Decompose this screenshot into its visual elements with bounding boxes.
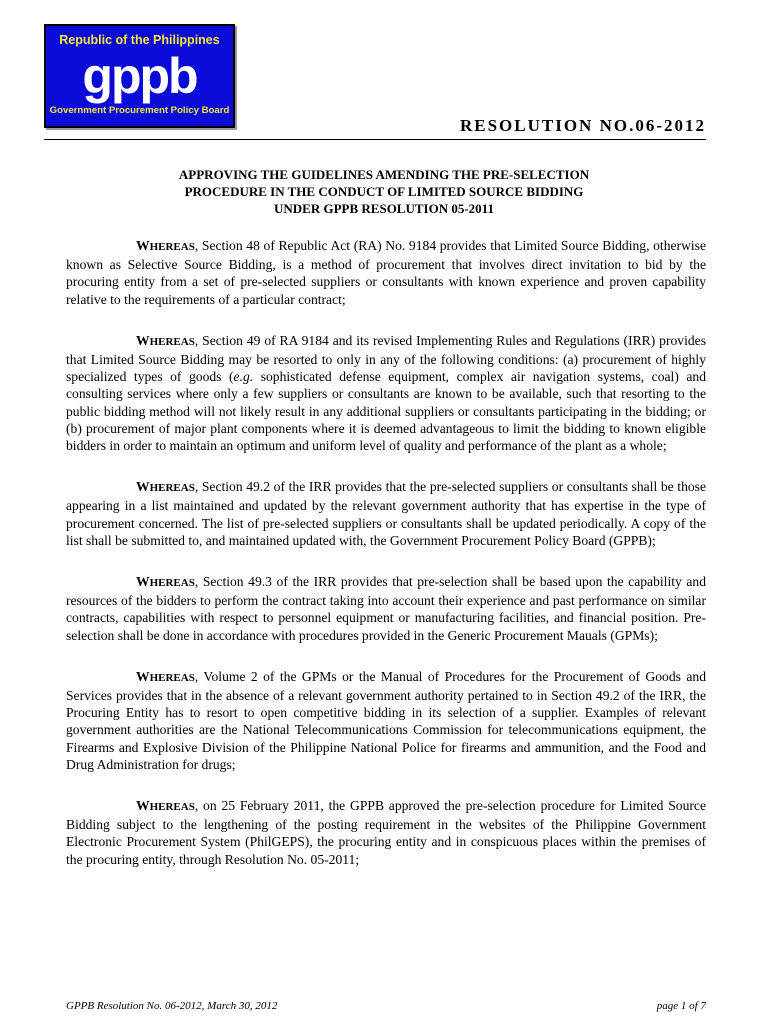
whereas-paragraph-2: WHEREAS, Section 49 of RA 9184 and its revised Implementing Rules and Regulations (IRR) provides that Limited Source Bidding may be resorted to only in any of the following conditions: (a) procurement of highly specialized types of goods (e.g. sophisticated defense equipment, complex air navigation systems, coal) and consulting services where only a few suppliers or consultants are known to be available, such that resorting to the public bidding method will not likely result in any additional suppliers or consultants participating in the bidding; or (b) procurement of major plant components where it is deemed advantageous to limit the bidding to known eligible bidders in order to maintain an optimum and uniform level of quality and performance of the plant as a whole; (66, 332, 707, 454)
document-title (60, 166, 708, 217)
title-line-3: UNDER GPPB RESOLUTION 05-2011 (274, 201, 494, 216)
logo-mark: gppb (82, 48, 197, 104)
title-line-2: PROCEDURE IN THE CONDUCT OF LIMITED SOURCE BIDDING (184, 184, 584, 199)
footer-citation: GPPB Resolution No. 06-2012, March 30, 2012 (66, 1000, 278, 1012)
page-footer (66, 1000, 706, 1012)
whereas-lead: WHEREAS (136, 332, 195, 348)
whereas-paragraph-1: WHEREAS, Section 48 of Republic Act (RA) No. 9184 provides that Limited Source Bidding, otherwise known as Selective Source Bidding, is a method of procurement that involves direct invitation to bid by the procuring entity from a set of pre-selected suppliers or consultants with known experience and proven capability relative to the requirements of a particular contract; (66, 238, 706, 307)
header-rule (44, 139, 706, 140)
document-body (66, 237, 706, 892)
whereas-lead: WHEREAS (136, 479, 195, 495)
page-number: page 1 of 7 (656, 1000, 706, 1012)
whereas-lead: WHEREAS (136, 238, 195, 253)
whereas-lead: WHEREAS (136, 574, 195, 590)
eg-abbrev: e.g. (233, 369, 254, 385)
whereas-paragraph-4: WHEREAS, Section 49.3 of the IRR provides that pre-selection shall be based upon the capability and resources of the bidders to perform the contract taking into account their experience and past performance on similar contracts, capabilities with respect to personnel equipment or manufacturing facilities, and financial position. Pre-selection shall be done in accordance with procedures provided in the Generic Procurement Mauals (GPMs); (66, 574, 706, 643)
whereas-paragraph-3: WHEREAS, Section 49.2 of the IRR provides that the pre-selected suppliers or consultants shall be those appearing in a list maintained and updated by the relevant government authority that has expertise in the type of procurement concerned. The list of pre-selected suppliers or consultants shall be updated periodically. A copy of the list shall be submitted to, and maintained updated with, the Government Procurement Policy Board (GPPB); (66, 479, 706, 548)
gppb-logo (44, 24, 235, 128)
title-line-1: APPROVING THE GUIDELINES AMENDING THE PRE-SELECTION (178, 167, 590, 182)
logo-top-text: Republic of the Philippines (59, 33, 220, 47)
whereas-lead: WHEREAS (136, 668, 195, 684)
resolution-number: RESOLUTION NO.06-2012 (459, 116, 706, 135)
logo-bottom-text: Government Procurement Policy Board (49, 105, 230, 116)
whereas-paragraph-5: WHEREAS, Volume 2 of the GPMs or the Manual of Procedures for the Procurement of Goods and Services provides that in the absence of a relevant government authority pertained to in Section 49.2 of the IRR, the Procuring Entity has to resort to open competitive bidding in its selection of a supplier. Examples of relevant government authorities are the National Telecommunications Commission for telecommunications equipment, the Firearms and Explosive Division of the Philippine National Police for firearms and ammunition, and the Food and Drug Administration for drugs; (66, 668, 706, 772)
whereas-lead: WHEREAS (136, 798, 195, 814)
whereas-paragraph-6: WHEREAS, on 25 February 2011, the GPPB approved the pre-selection procedure for Limited Source Bidding subject to the lengthening of the posting requirement in the websites of the Philippine Government Electronic Procurement System (PhilGEPS), the procuring entity and in conspicuous places within the premises of the procuring entity, through Resolution No. 05-2011; (66, 798, 706, 867)
